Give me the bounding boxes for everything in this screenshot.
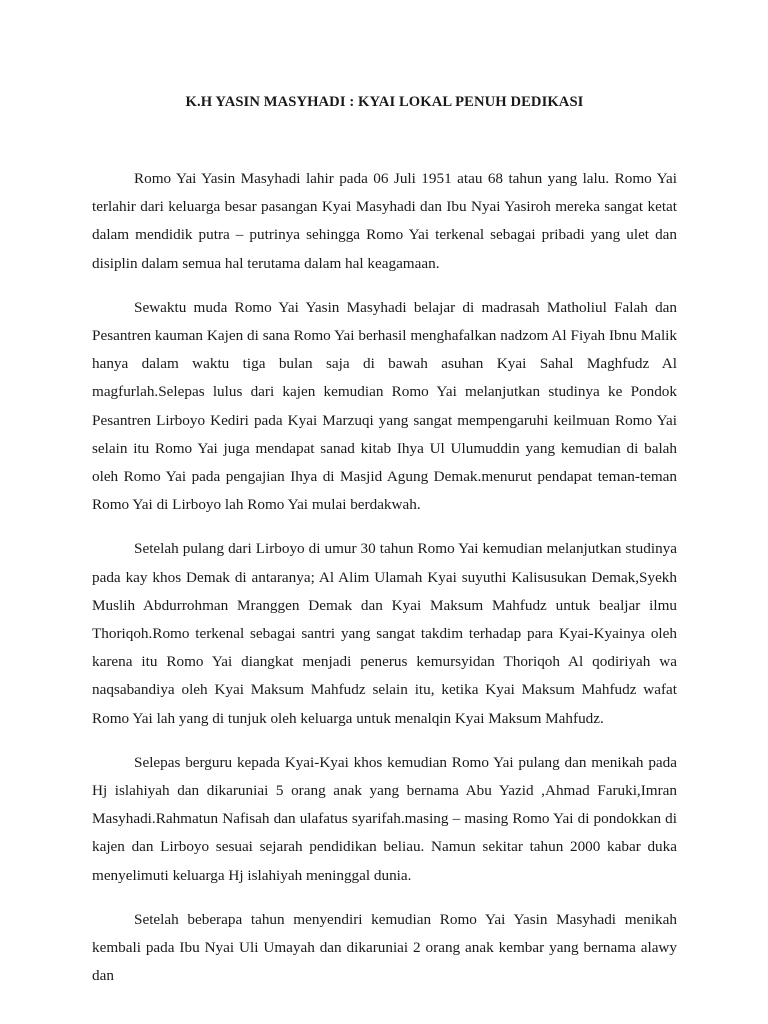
document-body <box>92 165 677 1006</box>
document-title: K.H YASIN MASYHADI : KYAI LOKAL PENUH DEDIKASI <box>185 94 584 110</box>
paragraph-further-study: Setelah pulang dari Lirboyo di umur 30 tahun Romo Yai kemudian melanjutkan studinya pada kay khos Demak di antaranya; Al Alim Ulamah Kyai suyuthi Kalisusukan Demak,Syekh Muslih Abdurrohman Mranggen Demak dan Kyai Maksum Mahfudz untuk bealjar ilmu Thoriqoh.Romo terkenal sebagai santri yang sangat takdim terhadap para Kyai-Kyainya oleh karena itu Romo Yai diangkat menjadi penerus kemursyidan Thoriqoh Al qodiriyah wa naqsabandiya oleh Kyai Maksum Mahfudz selain itu, ketika Kyai Maksum Mahfudz wafat Romo Yai lah yang di tunjuk oleh keluarga untuk menalqin Kyai Maksum Mahfudz. <box>92 540 677 727</box>
paragraph-education: Sewaktu muda Romo Yai Yasin Masyhadi belajar di madrasah Matholiul Falah dan Pesantren kauman Kajen di sana Romo Yai berhasil menghafalkan nadzom Al Fiyah Ibnu Malik hanya dalam waktu tiga bulan saja di bawah asuhan Kyai Sahal Maghfudz Al magfurlah.Selepas lulus dari kajen kemudian Romo Yai melanjutkan studinya ke Pondok Pesantren Lirboyo Kediri pada Kyai Marzuqi yang sangat mempengaruhi keilmuan Romo Yai selain itu Romo Yai juga mendapat sanad kitab Ihya Ul Ulumuddin yang kemudian di balah oleh Romo Yai pada pengajian Ihya di Masjid Agung Demak.menurut pendapat teman-teman Romo Yai di Lirboyo lah Romo Yai mulai berdakwah. <box>92 298 677 514</box>
paragraph-marriage: Selepas berguru kepada Kyai-Kyai khos kemudian Romo Yai pulang dan menikah pada Hj islahiyah dan dikaruniai 5 orang anak yang bernama Abu Yazid ,Ahmad Faruki,Imran Masyhadi.Rahmatun Nafisah dan ulafatus syarifah.masing – masing Romo Yai di pondokkan di kajen dan Lirboyo sesuai sejarah pendidikan beliau. Namun sekitar tahun 2000 kabar duka menyelimuti keluarga Hj islahiyah meninggal dunia. <box>92 753 677 884</box>
paragraph-remarriage: Setelah beberapa tahun menyendiri kemudian Romo Yai Yasin Masyhadi menikah kembali pada Ibu Nyai Uli Umayah dan dikaruniai 2 orang anak kembar yang bernama alawy dan <box>92 910 677 985</box>
paragraph-birth: Romo Yai Yasin Masyhadi lahir pada 06 Juli 1951 atau 68 tahun yang lalu. Romo Yai terlahir dari keluarga besar pasangan Kyai Masyhadi dan Ibu Nyai Yasiroh mereka sangat ketat dalam mendidik putra – putrinya sehingga Romo Yai terkenal sebagai pribadi yang ulet dan disiplin dalam semua hal terutama dalam hal keagamaan. <box>92 170 677 272</box>
